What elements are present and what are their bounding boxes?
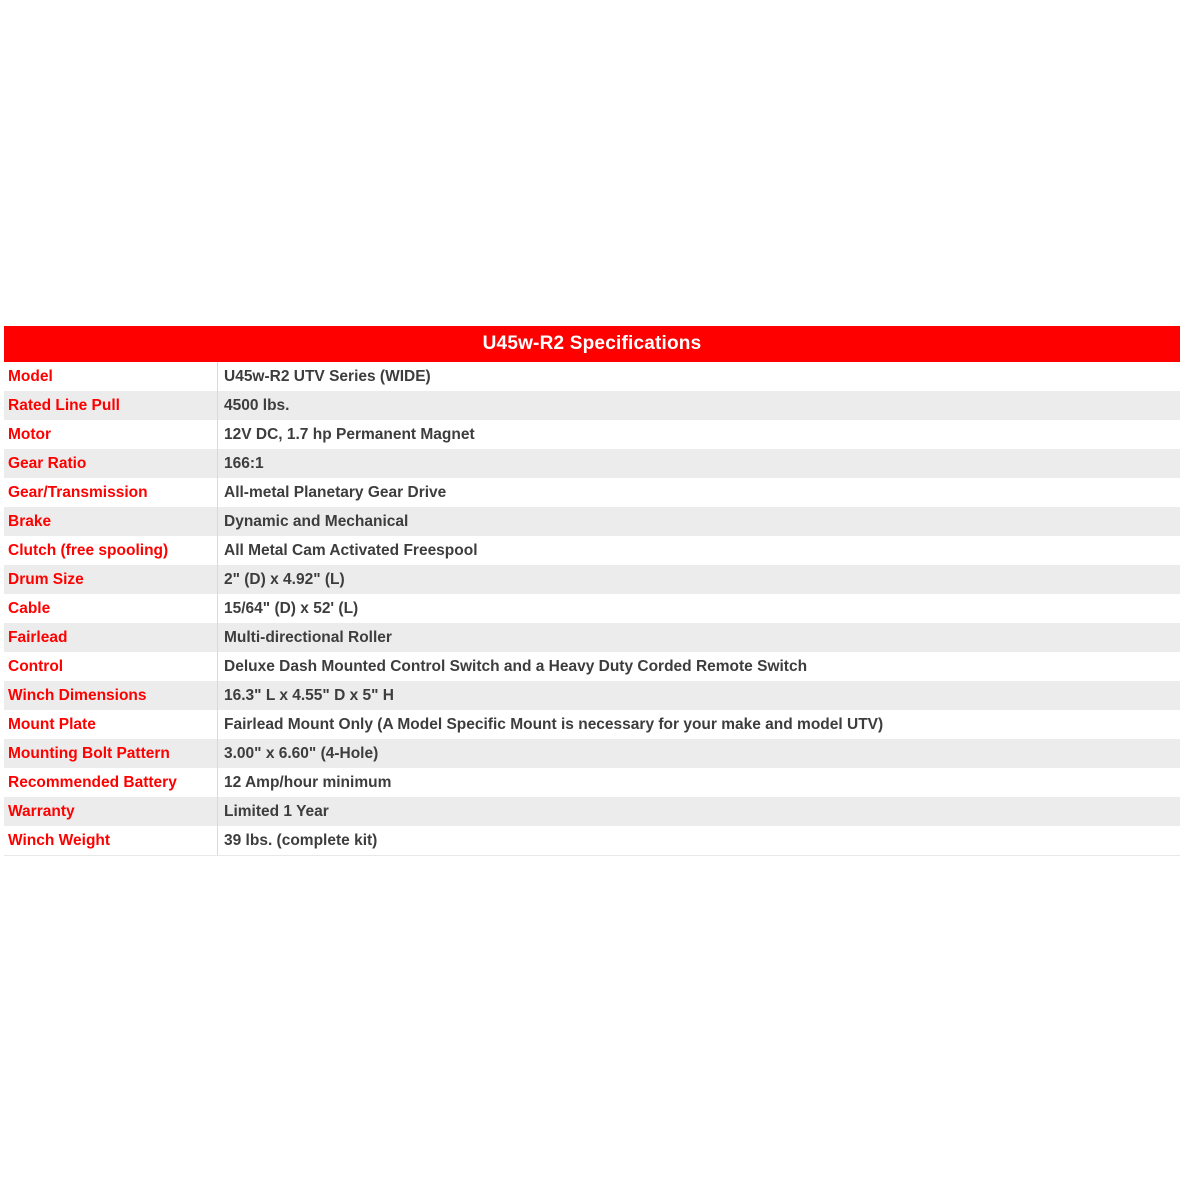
- spec-row-gear-transmission: [4, 478, 1180, 507]
- spec-label: Mount Plate: [8, 715, 96, 733]
- spec-label: Recommended Battery: [8, 773, 177, 791]
- spec-value: Multi-directional Roller: [217, 623, 1180, 652]
- spec-label: Clutch (free spooling): [8, 541, 169, 559]
- spec-label: Model: [8, 367, 53, 385]
- spec-value: Limited 1 Year: [217, 797, 1180, 826]
- spec-row-gear-ratio: [4, 449, 1180, 478]
- spec-label: Cable: [8, 599, 51, 617]
- spec-row-fairlead: [4, 623, 1180, 652]
- spec-row-mount-plate: [4, 710, 1180, 739]
- spec-value: 3.00" x 6.60" (4-Hole): [217, 739, 1180, 768]
- spec-value: Dynamic and Mechanical: [217, 507, 1180, 536]
- spec-row-control: [4, 652, 1180, 681]
- spec-label: Warranty: [8, 802, 75, 820]
- spec-value: 15/64" (D) x 52' (L): [217, 594, 1180, 623]
- spec-value: 166:1: [217, 449, 1180, 478]
- spec-row-motor: [4, 420, 1180, 449]
- spec-row-winch-dimensions: [4, 681, 1180, 710]
- spec-value: 12V DC, 1.7 hp Permanent Magnet: [217, 420, 1180, 449]
- spec-label: Control: [8, 657, 64, 675]
- spec-label: Gear/Transmission: [8, 483, 148, 501]
- spec-label: Brake: [8, 512, 52, 530]
- spec-value: 2" (D) x 4.92" (L): [217, 565, 1180, 594]
- spec-value: Fairlead Mount Only (A Model Specific Mount is necessary for your make and model UTV): [217, 710, 1180, 739]
- spec-value: U45w-R2 UTV Series (WIDE): [217, 362, 1180, 391]
- spec-row-rated-line-pull: [4, 391, 1180, 420]
- spec-row-clutch: [4, 536, 1180, 565]
- table-title: U45w-R2 Specifications: [4, 326, 1180, 362]
- spec-label: Winch Weight: [8, 831, 111, 849]
- spec-label: Motor: [8, 425, 52, 443]
- spec-row-warranty: [4, 797, 1180, 826]
- spec-row-recommended-battery: [4, 768, 1180, 797]
- spec-label: Rated Line Pull: [8, 396, 120, 414]
- spec-value: All-metal Planetary Gear Drive: [217, 478, 1180, 507]
- spec-row-mounting-bolt-pattern: [4, 739, 1180, 768]
- specifications-table: [4, 326, 1180, 856]
- spec-value: 4500 lbs.: [217, 391, 1180, 420]
- spec-row-brake: [4, 507, 1180, 536]
- spec-label: Drum Size: [8, 570, 84, 588]
- spec-value: Deluxe Dash Mounted Control Switch and a Heavy Duty Corded Remote Switch: [217, 652, 1180, 681]
- spec-label: Mounting Bolt Pattern: [8, 744, 170, 762]
- spec-row-winch-weight: [4, 826, 1180, 855]
- spec-label: Fairlead: [8, 628, 68, 646]
- spec-label: Gear Ratio: [8, 454, 87, 472]
- spec-row-drum-size: [4, 565, 1180, 594]
- spec-row-model: [4, 362, 1180, 391]
- spec-value: 12 Amp/hour minimum: [217, 768, 1180, 797]
- spec-value: 16.3" L x 4.55" D x 5" H: [217, 681, 1180, 710]
- spec-value: All Metal Cam Activated Freespool: [217, 536, 1180, 565]
- spec-label: Winch Dimensions: [8, 686, 147, 704]
- spec-row-cable: [4, 594, 1180, 623]
- spec-value: 39 lbs. (complete kit): [217, 826, 1180, 855]
